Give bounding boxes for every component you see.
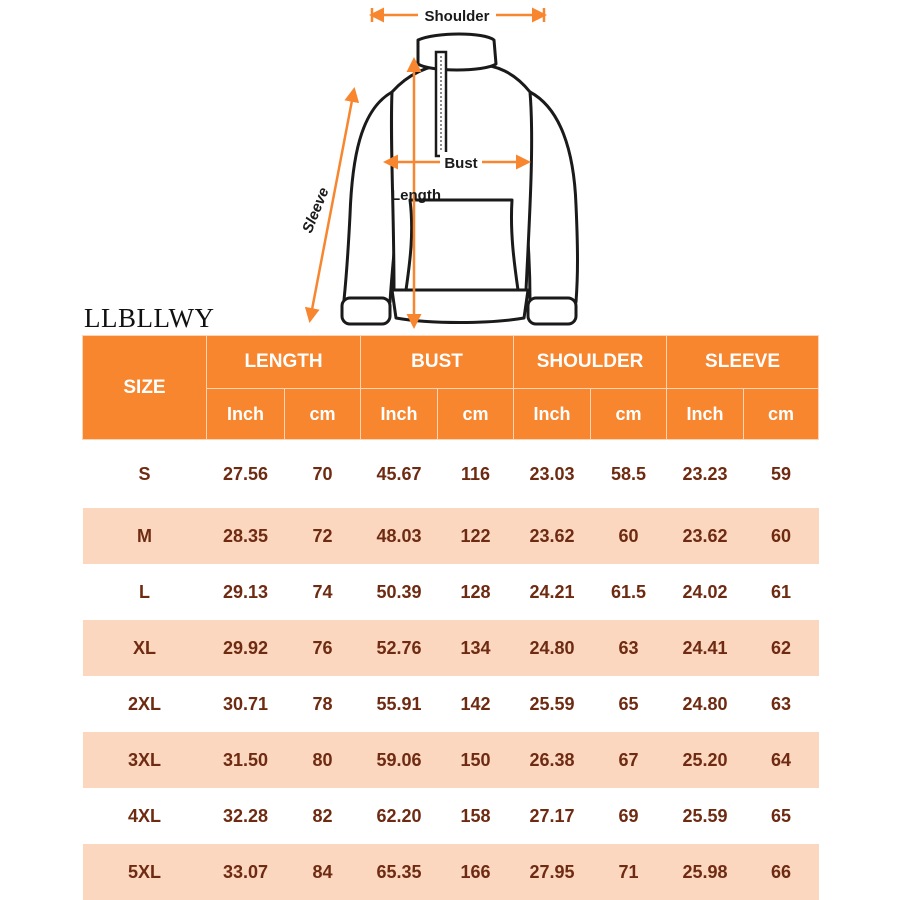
unit-header: cm <box>744 389 819 440</box>
unit-header: cm <box>438 389 514 440</box>
shoulder-header: SHOULDER <box>514 336 667 389</box>
measurement-cell: 82 <box>285 788 361 844</box>
table-row <box>83 732 819 788</box>
size-cell: M <box>83 508 207 564</box>
measurement-cell: 116 <box>438 440 514 509</box>
measurement-cell: 25.59 <box>514 676 591 732</box>
measurement-cell: 64 <box>744 732 819 788</box>
measurement-cell: 24.41 <box>667 620 744 676</box>
measurement-cell: 70 <box>285 440 361 509</box>
zipper-icon <box>436 52 446 156</box>
size-cell: XL <box>83 620 207 676</box>
measurement-cell: 26.38 <box>514 732 591 788</box>
table-row <box>83 564 819 620</box>
bust-header: BUST <box>361 336 514 389</box>
size-cell: L <box>83 564 207 620</box>
measurement-cell: 158 <box>438 788 514 844</box>
measurement-cell: 23.03 <box>514 440 591 509</box>
bust-label: Bust <box>444 155 478 172</box>
measurement-cell: 65 <box>591 676 667 732</box>
measurement-cell: 24.21 <box>514 564 591 620</box>
size-header: SIZE <box>83 336 207 440</box>
measurement-cell: 134 <box>438 620 514 676</box>
measurement-cell: 24.80 <box>514 620 591 676</box>
measurement-cell: 23.62 <box>514 508 591 564</box>
table-row <box>83 676 819 732</box>
measurement-cell: 74 <box>285 564 361 620</box>
size-cell: 4XL <box>83 788 207 844</box>
measurement-cell: 67 <box>591 732 667 788</box>
measurement-cell: 61.5 <box>591 564 667 620</box>
length-label: Length <box>391 187 441 204</box>
measurement-cell: 60 <box>591 508 667 564</box>
measurement-cell: 76 <box>285 620 361 676</box>
measurement-cell: 150 <box>438 732 514 788</box>
brand-name: LLBLLWY <box>84 303 215 333</box>
measurement-cell: 25.98 <box>667 844 744 900</box>
unit-header: Inch <box>361 389 438 440</box>
measurement-cell: 84 <box>285 844 361 900</box>
measurement-cell: 59.06 <box>361 732 438 788</box>
table-row <box>83 844 819 900</box>
measurement-cell: 80 <box>285 732 361 788</box>
measurement-cell: 60 <box>744 508 819 564</box>
unit-header: cm <box>591 389 667 440</box>
measurement-cell: 71 <box>591 844 667 900</box>
table-row <box>83 620 819 676</box>
measurement-cell: 29.13 <box>207 564 285 620</box>
measurement-cell: 65 <box>744 788 819 844</box>
size-cell: S <box>83 440 207 509</box>
measurement-cell: 23.23 <box>667 440 744 509</box>
measurement-cell: 24.80 <box>667 676 744 732</box>
measurement-cell: 27.56 <box>207 440 285 509</box>
measurement-cell: 63 <box>744 676 819 732</box>
measurement-cell: 66 <box>744 844 819 900</box>
measurement-cell: 30.71 <box>207 676 285 732</box>
measurement-cell: 58.5 <box>591 440 667 509</box>
shoulder-label: Shoulder <box>424 8 490 25</box>
measurement-cell: 29.92 <box>207 620 285 676</box>
measurement-cell: 33.07 <box>207 844 285 900</box>
size-cell: 5XL <box>83 844 207 900</box>
measurement-cell: 24.02 <box>667 564 744 620</box>
unit-header: Inch <box>667 389 744 440</box>
measurement-cell: 31.50 <box>207 732 285 788</box>
measurement-cell: 55.91 <box>361 676 438 732</box>
table-row <box>83 440 819 509</box>
measurement-cell: 65.35 <box>361 844 438 900</box>
measurement-cell: 32.28 <box>207 788 285 844</box>
measurement-cell: 27.17 <box>514 788 591 844</box>
measurement-cell: 50.39 <box>361 564 438 620</box>
measurement-cell: 25.59 <box>667 788 744 844</box>
measurement-cell: 62.20 <box>361 788 438 844</box>
length-header: LENGTH <box>207 336 361 389</box>
quarter-zip-sweatshirt-icon <box>342 34 578 324</box>
unit-header: cm <box>285 389 361 440</box>
measurement-cell: 63 <box>591 620 667 676</box>
measurement-cell: 59 <box>744 440 819 509</box>
size-chart-table <box>82 335 819 900</box>
sleeve-header: SLEEVE <box>667 336 819 389</box>
measurement-cell: 128 <box>438 564 514 620</box>
measurement-cell: 78 <box>285 676 361 732</box>
measurement-cell: 45.67 <box>361 440 438 509</box>
size-cell: 3XL <box>83 732 207 788</box>
measurement-cell: 27.95 <box>514 844 591 900</box>
measurement-cell: 69 <box>591 788 667 844</box>
measurement-cell: 166 <box>438 844 514 900</box>
measurement-cell: 48.03 <box>361 508 438 564</box>
measurement-cell: 72 <box>285 508 361 564</box>
table-row <box>83 508 819 564</box>
unit-header: Inch <box>207 389 285 440</box>
sleeve-label: Sleeve <box>299 185 333 236</box>
size-cell: 2XL <box>83 676 207 732</box>
measurement-cell: 122 <box>438 508 514 564</box>
measurement-cell: 28.35 <box>207 508 285 564</box>
measurement-cell: 52.76 <box>361 620 438 676</box>
measurement-cell: 61 <box>744 564 819 620</box>
sweatshirt-measurement-diagram <box>0 0 900 335</box>
measurement-cell: 23.62 <box>667 508 744 564</box>
measurement-cell: 25.20 <box>667 732 744 788</box>
measurement-cell: 62 <box>744 620 819 676</box>
unit-header: Inch <box>514 389 591 440</box>
measurement-cell: 142 <box>438 676 514 732</box>
table-row <box>83 788 819 844</box>
